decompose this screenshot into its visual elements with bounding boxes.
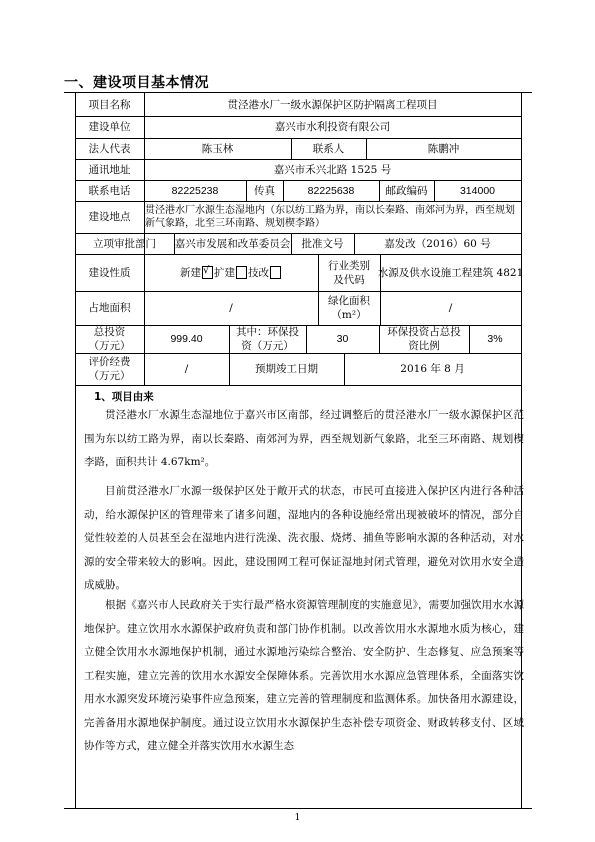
nature-expand-label: 扩建 [214,266,235,279]
nature-options [144,254,318,291]
address-label: 通讯地址 [88,163,131,176]
contact-label: 联系人 [312,142,345,155]
nature-tech-label: 技改 [248,266,269,279]
zip-label: 邮政编码 [385,184,428,197]
paragraph-1: 贯泾港水厂水源生态湿地位于嘉兴市区南部，经过调整后的贯泾港水厂一级水源保护区范围为东以纺工路为界，南以长秦路、南郊河为界，西至规划新气象路，北至三环南路、规划楔李路，面积共计 4.67km²。 [84,409,524,468]
phone-label: 联系电话 [88,184,131,197]
paragraph-3: 根据《嘉兴市人民政府关于实行最严格水资源管理制度的实施意见》，需要加强饮用水水源地保护。建立饮用水水源保护政府负责和部门协作机制。以改善饮用水水源地水质为核心，建立健全饮用水水源地保护机制，通过水源地污染综合整治、安全防护、生态修复、应急预案等工程实施，建立完善的饮用水水源安全保障体系。完善饮用水水源应急管理体系，全面落实饮用水水源突发环境污染事件应急预案，建立完善的管理制度和监测体系。加快备用水源建设，完善备用水源地保护制度。通过设立饮用水水源保护生态补偿专项资金、财政转移支付、区域协作等方式，建立健全并落实饮用水水源生态 [84,599,524,752]
nature-label: 建设性质 [88,266,131,279]
fax-label: 传真 [254,184,275,197]
project-name-label: 项目名称 [88,98,131,111]
page-number: 1 [294,813,301,823]
ratio-value: 3% [487,333,503,345]
table-bottom-rule [64,808,532,809]
green-label: 绿化面积（m²） [328,295,370,321]
paragraph-2: 目前贯泾港水厂水源一级保护区处于敞开式的状态，市民可直接进入保护区内进行各种活动，给水源保护区的管理带来了诸多问题，湿地内的各种设施经常出现被破坏的情况，部分自觉性较差的人员甚至会在湿地内进行洗澡、洗衣服、烧烤、捕鱼等影响水源的各种活动，对水源的安全带来较大的影响。因此，建设围网工程可保证湿地封闭式管理，避免对饮用水安全造成威胁。 [84,485,524,591]
env-invest-value: 30 [336,333,349,345]
approval-dept-value: 嘉兴市发展和改革委员会 [174,237,291,250]
unit-label: 建设单位 [88,121,131,133]
approval-no-label: 批准文号 [301,237,344,250]
page-title: 一、建设项目基本情况 [64,75,209,91]
zip-value: 314000 [459,184,496,197]
area-label: 占地面积 [88,302,131,314]
phone-value: 82225238 [171,184,219,197]
contact-value: 陈鹏冲 [427,142,460,155]
site-value: 贯泾港水厂水源生态湿地内（东以纺工路为界，南以长秦路、南郊河为界，西至规划新气象路，北至三环南路、规划楔李路） [145,204,515,229]
nature-new-checkbox[interactable] [202,266,213,279]
approval-no-value: 嘉发改（2016）60 号 [384,237,491,250]
green-value: / [448,302,453,314]
industry-label: 行业类别及代码 [328,259,370,286]
section-heading: 1、项目由来 [94,391,154,403]
ratio-label: 环保投资占总投资比例 [387,326,461,352]
address-value: 嘉兴市禾兴北路 1525 号 [273,163,392,176]
legal-label: 法人代表 [88,142,131,155]
industry-value: 水源及供水设施工程建筑 4821 [377,266,524,279]
area-value: / [229,302,233,314]
fax-value: 82225638 [307,184,355,197]
eval-label: 评价经费（万元） [88,356,131,382]
finish-value: 2016 年 8 月 [400,363,465,375]
project-name-value: 贯泾港水厂一级水源保护区防护隔离工程项目 [227,98,438,111]
eval-value: / [184,363,189,375]
nature-expand-checkbox[interactable] [236,266,247,279]
nature-tech-checkbox[interactable] [270,266,281,279]
unit-value: 嘉兴市水利投资有限公司 [274,121,391,133]
approval-dept-label: 立项审批部门 [93,237,156,250]
site-label: 建设地点 [88,211,131,223]
legal-value: 陈玉林 [201,142,234,155]
finish-label: 预期竣工日期 [255,363,318,375]
nature-new-label: 新建 [180,266,201,279]
invest-value: 999.40 [170,333,203,345]
invest-label: 总投资（万元） [88,326,131,352]
env-invest-label: 其中：环保投资（万元） [236,326,299,352]
